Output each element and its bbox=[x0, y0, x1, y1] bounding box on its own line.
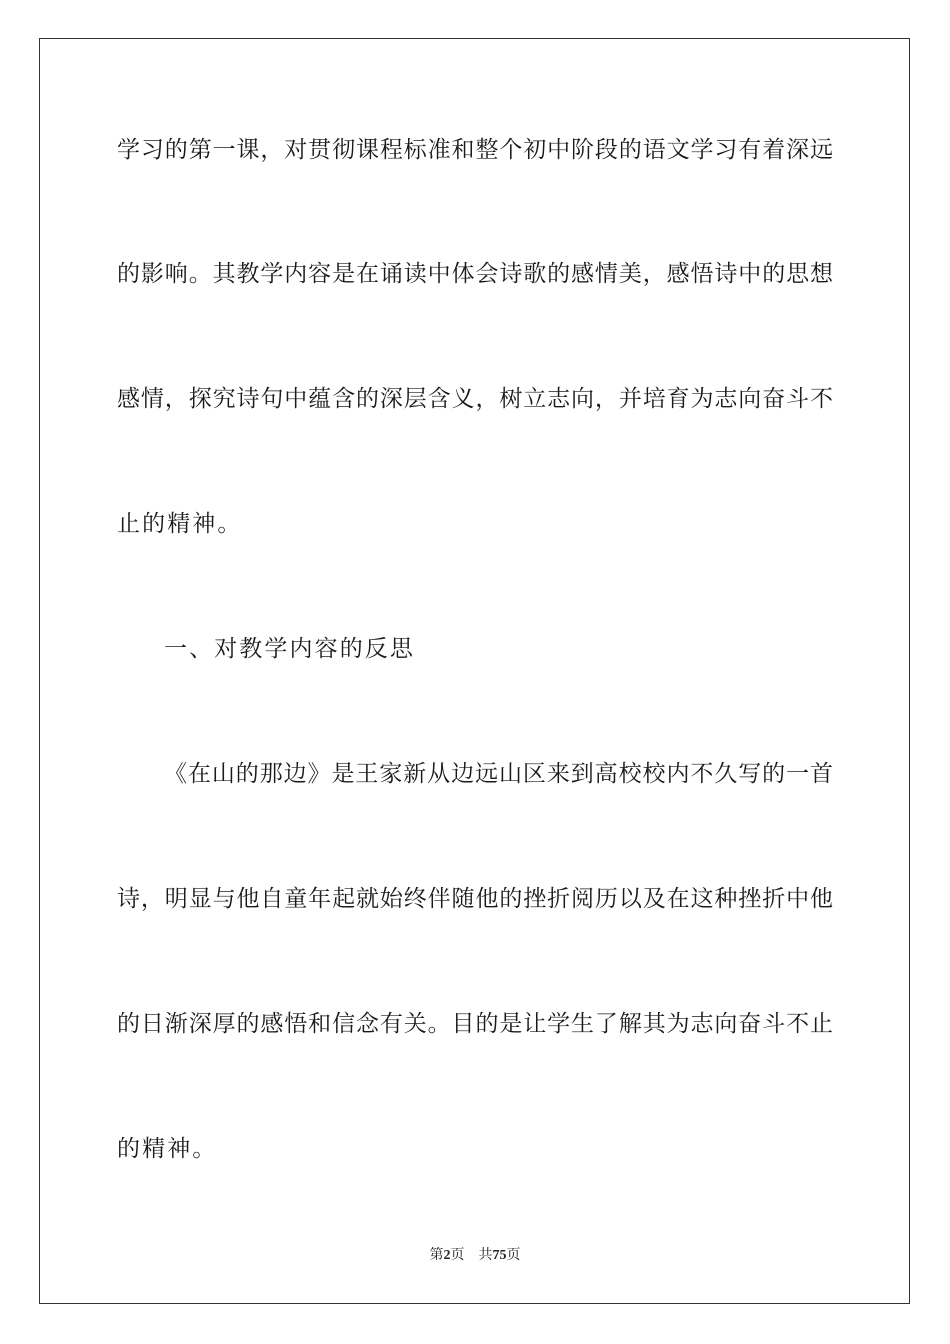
body-line-6: 《在山的那边》是王家新从边远山区来到高校校内不久写的一首 bbox=[164, 761, 833, 787]
body-line-4: 止的精神。 bbox=[117, 511, 243, 537]
body-line-7: 诗，明显与他自童年起就始终伴随他的挫折阅历以及在这种挫折中他 bbox=[117, 886, 833, 912]
body-line-8: 的日渐深厚的感悟和信念有关。目的是让学生了解其为志向奋斗不止 bbox=[117, 1011, 833, 1037]
section-heading: 一、对教学内容的反思 bbox=[164, 636, 415, 662]
footer-page-prefix: 第 bbox=[429, 1247, 444, 1263]
page-frame bbox=[39, 38, 910, 1304]
body-line-2: 的影响。其教学内容是在诵读中体会诗歌的感情美，感悟诗中的思想 bbox=[117, 261, 833, 287]
footer-total-pages: 75 bbox=[492, 1248, 507, 1263]
footer-total-suffix: 页 bbox=[506, 1247, 521, 1263]
body-line-9: 的精神。 bbox=[117, 1136, 218, 1162]
footer-total-prefix: 共 bbox=[478, 1247, 493, 1263]
body-line-1: 学习的第一课，对贯彻课程标准和整个初中阶段的语文学习有着深远 bbox=[117, 137, 833, 163]
page-footer bbox=[0, 1246, 950, 1265]
footer-page-suffix: 页 bbox=[450, 1247, 465, 1263]
body-line-3: 感情，探究诗句中蕴含的深层含义，树立志向，并培育为志向奋斗不 bbox=[117, 386, 833, 412]
footer-page-number: 2 bbox=[443, 1248, 451, 1263]
